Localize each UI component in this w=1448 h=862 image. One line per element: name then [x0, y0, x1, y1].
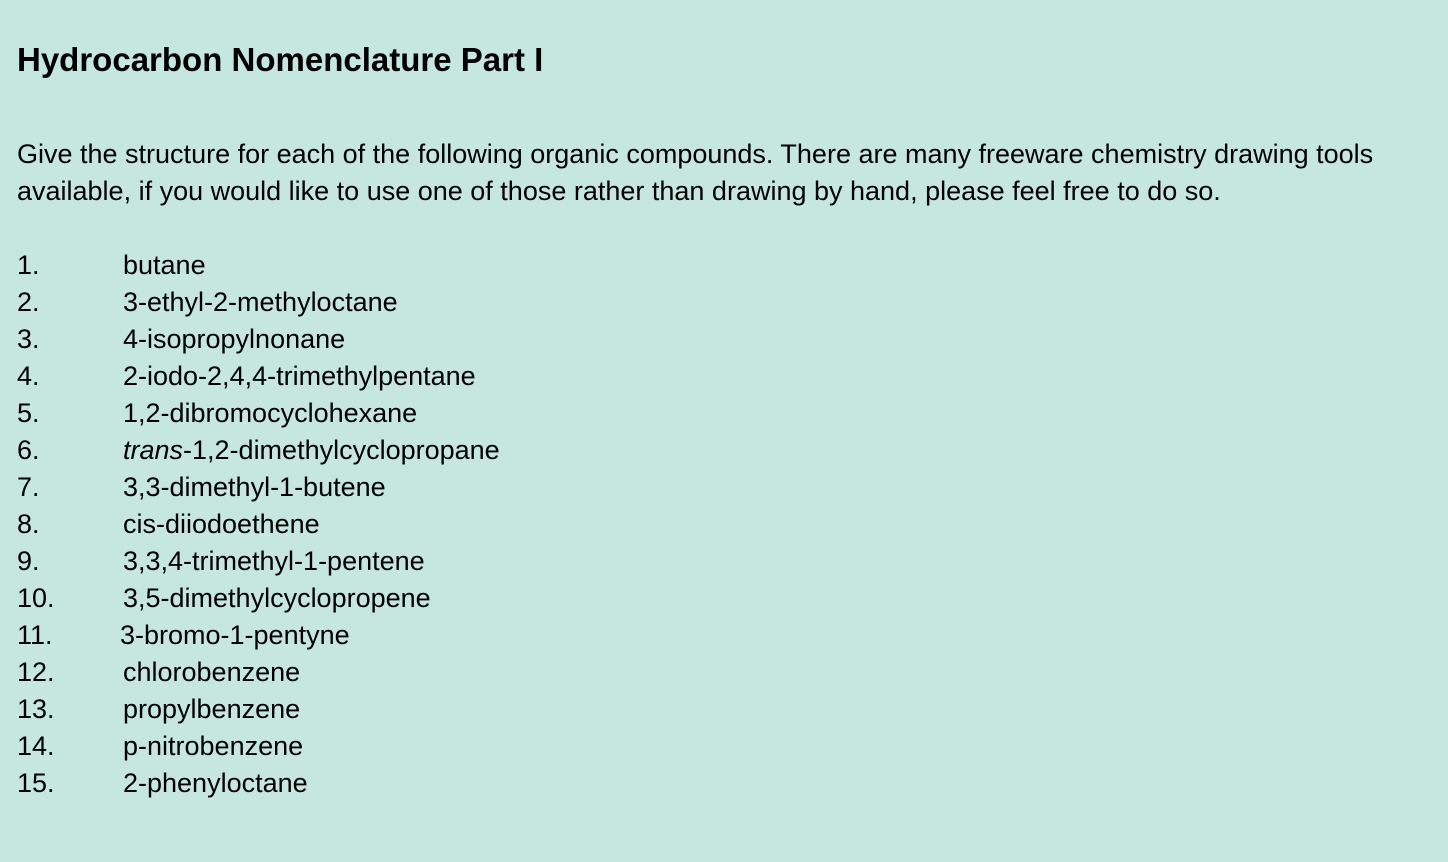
compound-name: 4-isopropylnonane — [123, 324, 346, 354]
list-item — [17, 728, 1437, 765]
compound-name: 3,5-dimethylcyclopropene — [123, 583, 431, 613]
compound-name: 3,3,4-trimethyl-1-pentene — [123, 546, 425, 576]
page-title: Hydrocarbon Nomenclature Part I — [17, 41, 544, 78]
item-number: 5. — [17, 398, 40, 428]
compound-name-rest: -1,2-dimethylcyclopropane — [183, 435, 500, 465]
item-number: 14. — [17, 731, 55, 761]
list-item — [17, 691, 1437, 728]
item-number: 12. — [17, 657, 55, 687]
stereo-prefix: trans — [123, 435, 184, 465]
list-item — [17, 321, 1437, 358]
compound-name: butane — [123, 250, 206, 280]
item-number: 2. — [17, 287, 40, 317]
instructions-paragraph: Give the structure for each of the following organic compounds. There are many freeware chemistry drawing tools available, if you would like to use one of those rather than drawing by hand, please feel free to do so. — [17, 139, 1374, 206]
compound-name: 3-bromo-1-pentyne — [120, 620, 350, 650]
list-item — [17, 506, 1437, 543]
item-number: 11. — [17, 620, 53, 650]
compound-name: cis-diiodoethene — [123, 509, 320, 539]
list-item — [17, 432, 1437, 469]
item-number: 10. — [17, 583, 55, 613]
compound-name: 3,3-dimethyl-1-butene — [123, 472, 386, 502]
compound-name: p-nitrobenzene — [123, 731, 304, 761]
item-number: 6. — [17, 435, 40, 465]
list-item — [17, 247, 1437, 284]
item-number: 3. — [17, 324, 40, 354]
compound-name: 3-ethyl-2-methyloctane — [123, 287, 398, 317]
compound-name: chlorobenzene — [123, 657, 301, 687]
list-item — [17, 284, 1437, 321]
compound-name: 2-iodo-2,4,4-trimethylpentane — [123, 361, 476, 391]
list-item — [17, 543, 1437, 580]
compound-name — [123, 432, 500, 469]
compound-name: propylbenzene — [123, 694, 301, 724]
list-item — [17, 765, 1437, 802]
list-item — [17, 358, 1437, 395]
item-number: 13. — [17, 694, 55, 724]
document-page — [17, 36, 1437, 802]
list-item — [17, 580, 1437, 617]
item-number: 9. — [17, 546, 40, 576]
list-item — [17, 469, 1437, 506]
compound-list — [17, 247, 1437, 802]
item-number: 7. — [17, 472, 40, 502]
item-number: 8. — [17, 509, 40, 539]
item-number: 4. — [17, 361, 40, 391]
list-item — [17, 654, 1437, 691]
item-number: 15. — [17, 768, 55, 798]
list-item — [17, 617, 1437, 654]
compound-name: 1,2-dibromocyclohexane — [123, 398, 418, 428]
compound-name: 2-phenyloctane — [123, 768, 308, 798]
item-number: 1. — [17, 250, 40, 280]
list-item — [17, 395, 1437, 432]
